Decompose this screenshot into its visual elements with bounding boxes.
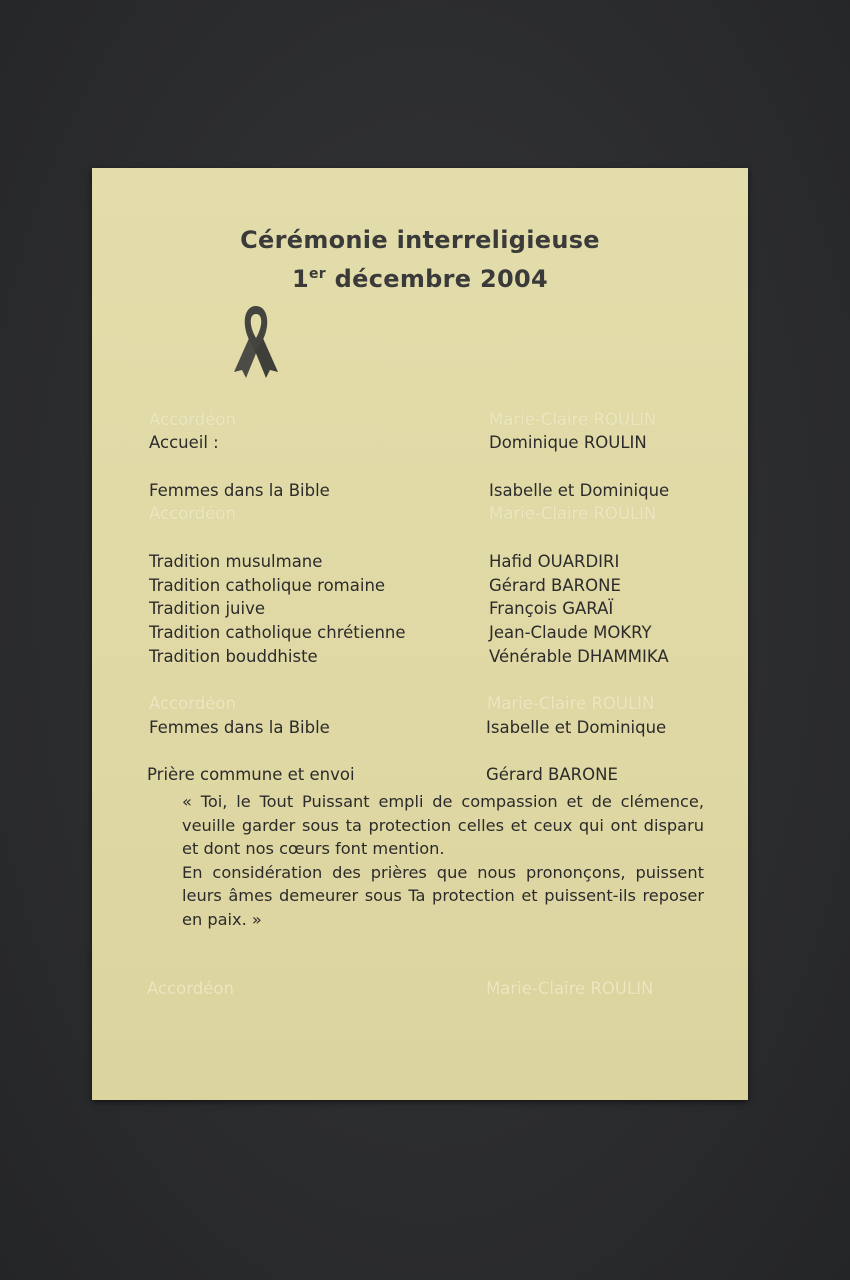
program-performer: Isabelle et Dominique <box>489 481 670 500</box>
program-row <box>92 718 748 742</box>
program-row <box>92 647 748 671</box>
program-item: Prière commune et envoi <box>147 765 355 784</box>
program-item: Accueil : <box>149 433 219 452</box>
program-item: Accordéon <box>149 694 236 713</box>
program-performer: Vénérable DHAMMIKA <box>489 647 669 666</box>
date-rest: décembre 2004 <box>326 265 548 293</box>
program-performer: Marie-Claire ROULIN <box>489 504 657 523</box>
program-performer: Gérard BARONE <box>486 765 618 784</box>
program-item: Accordéon <box>149 504 236 523</box>
prayer-paragraph: En considération des prières que nous prononçons, puissent leurs âmes demeurer sous Ta protection et puissent-ils reposer en paix. » <box>182 862 704 929</box>
program-performer: Marie-Claire ROULIN <box>487 694 655 713</box>
program-row <box>92 599 748 623</box>
prayer-paragraph: « Toi, le Tout Puissant empli de compassion et de clémence, veuille garder sous ta protection celles et ceux qui ont disparu et dont nos cœurs font mention. <box>182 792 704 859</box>
program-performer: Isabelle et Dominique <box>486 718 667 737</box>
program-performer: Jean-Claude MOKRY <box>489 623 652 642</box>
program-item: Tradition bouddhiste <box>149 647 318 666</box>
program-row <box>92 576 748 600</box>
program-sheet <box>92 168 748 1100</box>
program-item: Tradition juive <box>149 599 265 618</box>
program-item: Femmes dans la Bible <box>149 481 330 500</box>
ceremony-title: Cérémonie interreligieuse <box>240 226 600 254</box>
program-item: Accordéon <box>147 979 234 998</box>
program-row-closing <box>92 979 748 1003</box>
date-day: 1 <box>292 265 309 293</box>
program-performer: François GARAÏ <box>489 599 614 618</box>
program-row <box>92 694 748 718</box>
program-row <box>92 765 748 789</box>
closing-prayer <box>182 790 704 932</box>
ceremony-date <box>92 258 748 295</box>
program-performer: Gérard BARONE <box>489 576 621 595</box>
program-row <box>92 481 748 505</box>
program-performer: Hafid OUARDIRI <box>489 552 620 571</box>
program-item: Tradition musulmane <box>149 552 323 571</box>
date-ordinal: er <box>309 266 326 282</box>
program-item: Tradition catholique romaine <box>149 576 386 595</box>
program-row <box>92 504 748 528</box>
program-row <box>92 623 748 647</box>
program-item: Femmes dans la Bible <box>149 718 330 737</box>
program-row <box>92 433 748 457</box>
program-row <box>92 410 748 434</box>
awareness-ribbon-icon <box>230 302 282 378</box>
program-item: Accordéon <box>149 410 236 429</box>
program-performer: Marie-Claire ROULIN <box>489 410 657 429</box>
program-item: Tradition catholique chrétienne <box>149 623 406 642</box>
program-row <box>92 552 748 576</box>
program-performer: Dominique ROULIN <box>489 433 647 452</box>
program-performer: Marie-Claire ROULIN <box>486 979 654 998</box>
